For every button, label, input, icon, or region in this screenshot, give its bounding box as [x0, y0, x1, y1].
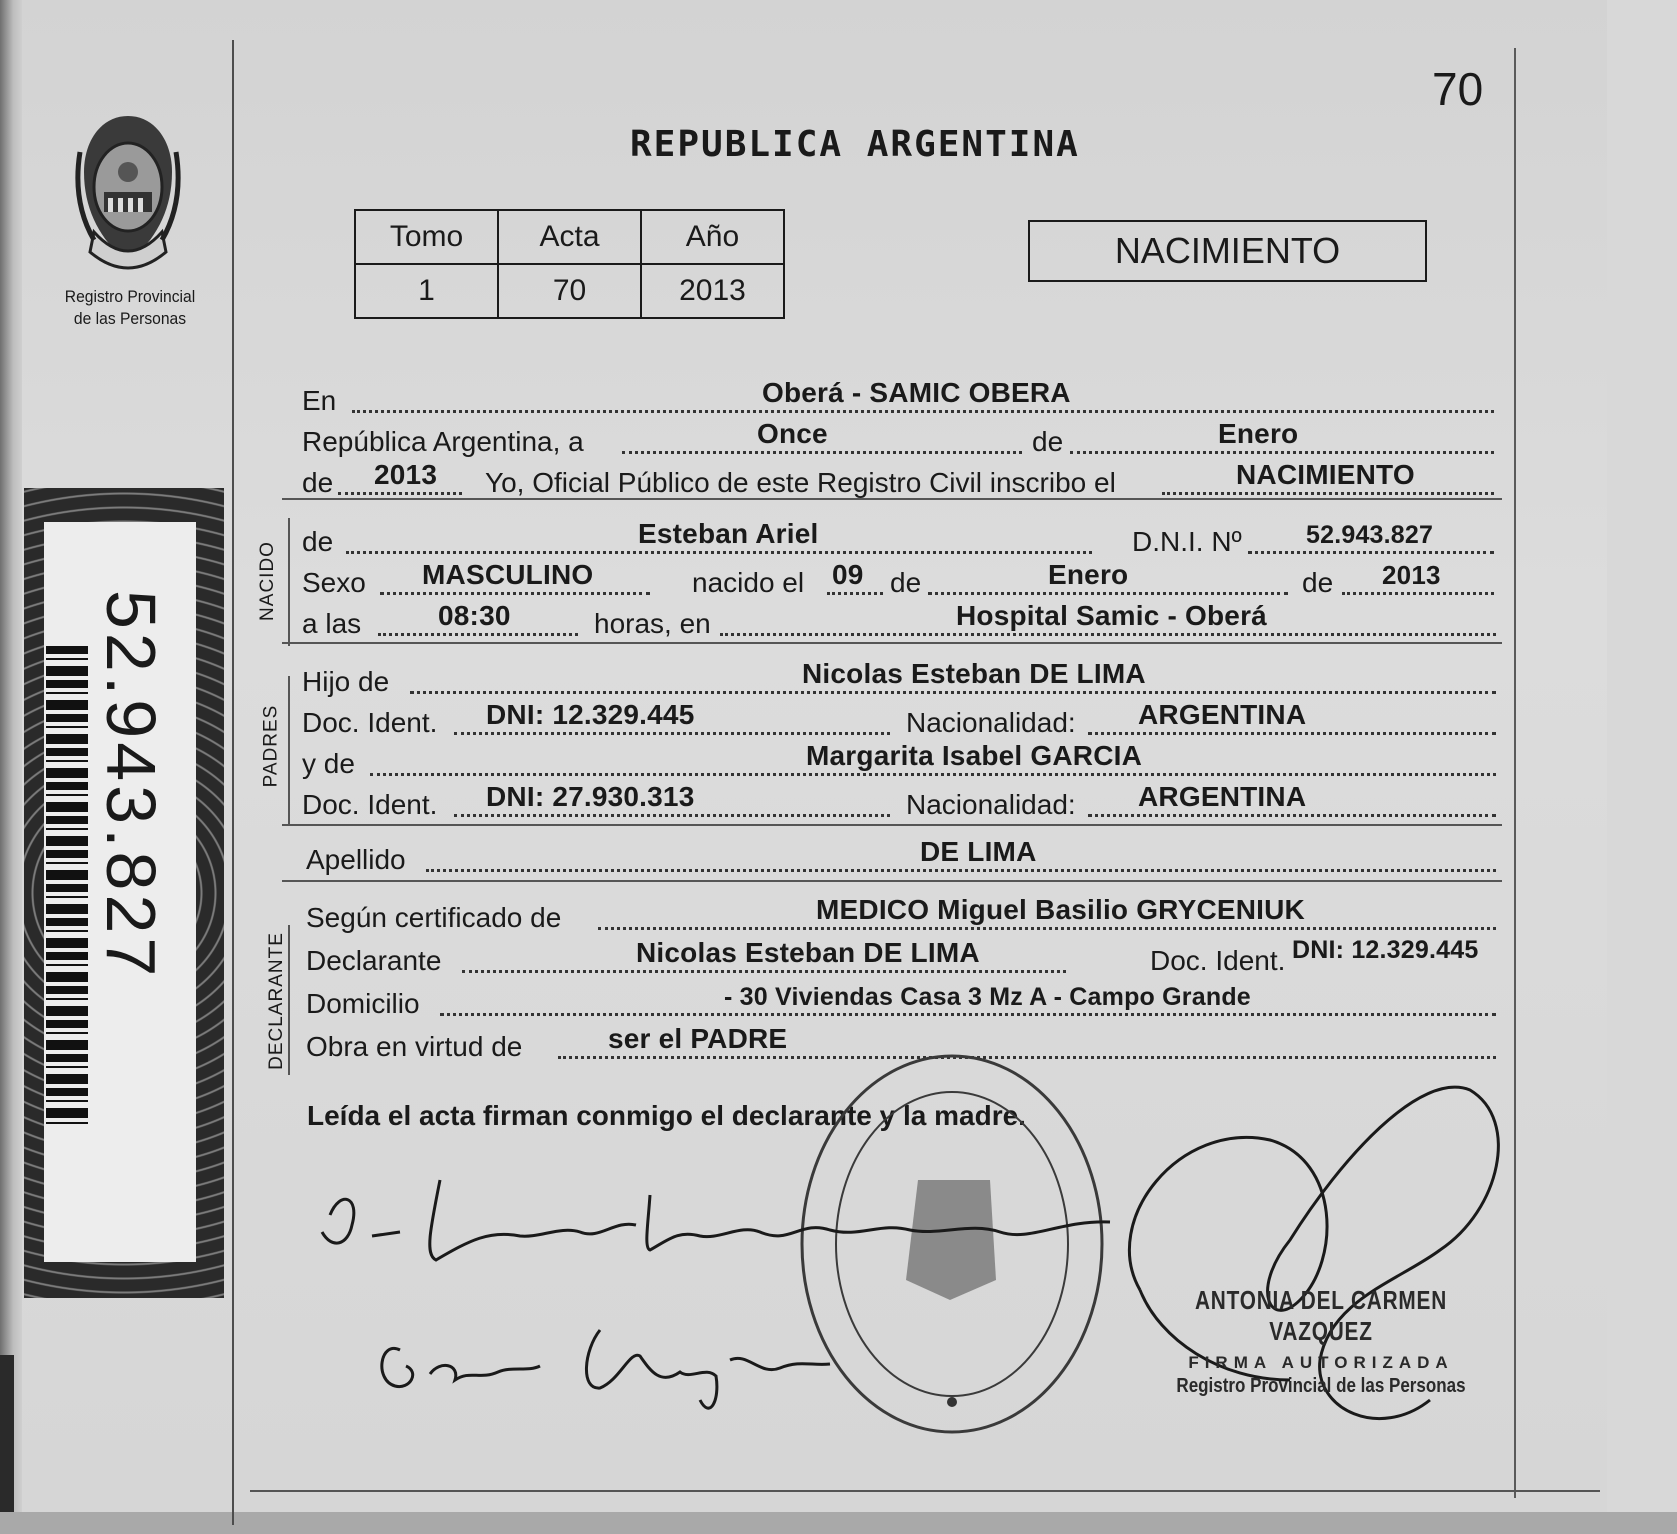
book-spine-shadow: [0, 1355, 14, 1534]
dotted-line: [598, 927, 1496, 930]
value-mother-name: Margarita Isabel GARCIA: [806, 740, 1143, 771]
dotted-line: [346, 551, 1092, 554]
value-tomo: 1: [355, 264, 498, 318]
row-en: [302, 375, 1500, 419]
row-padre-doc: [302, 697, 1500, 741]
registry-label: Registro Provincial de las Personas: [64, 287, 196, 328]
value-birth-year: 2013: [1382, 560, 1441, 590]
registry-table-header-row: [355, 210, 784, 264]
value-acta: 70: [498, 264, 641, 318]
label-apellido: Apellido: [306, 844, 406, 875]
label-segun: Según certificado de: [306, 902, 562, 933]
header-tomo: Tomo: [355, 210, 498, 264]
value-father-nationality: ARGENTINA: [1138, 699, 1307, 730]
dotted-line: [1162, 492, 1494, 495]
value-address: - 30 Viviendas Casa 3 Mz A - Campo Grande: [724, 983, 1251, 1011]
dotted-line: [622, 451, 1022, 454]
official-name: ANTONIA DEL CARMEN VAZQUEZ: [1194, 1285, 1448, 1346]
official-role: FIRMA AUTORIZADA: [1188, 1353, 1454, 1372]
value-year: 2013: [374, 459, 438, 490]
dotted-line: [454, 814, 890, 817]
record-type-box: NACIMIENTO: [1028, 220, 1427, 282]
misiones-seal-logo: [74, 112, 182, 280]
label-yde: y de: [302, 748, 355, 779]
dotted-line: [928, 592, 1288, 595]
page-edge: [0, 1512, 1677, 1534]
row-madre: [302, 738, 1500, 782]
dotted-line: [410, 691, 1496, 694]
header-anio: Año: [641, 210, 784, 264]
row-certificado: [302, 892, 1500, 936]
margin-line-right: [1514, 48, 1516, 1498]
label-de-year: de: [302, 467, 334, 498]
row-fecha: [302, 416, 1500, 460]
label-de: de: [1032, 426, 1064, 457]
book-spine: [0, 0, 22, 1534]
label-horas: horas, en: [594, 608, 711, 639]
margin-line-bottom: [250, 1490, 1600, 1492]
dotted-line: [440, 1013, 1496, 1016]
label-de-bm: de: [890, 567, 922, 598]
label-alas: a las: [302, 608, 362, 639]
label-de-nombre: de: [302, 526, 334, 557]
dotted-line: [378, 633, 578, 636]
barcode-dni-number: 52.943.827: [92, 590, 170, 981]
value-certificate: MEDICO Miguel Basilio GRYCENIUK: [816, 894, 1305, 925]
dotted-line: [462, 970, 1066, 973]
value-birth-time: 08:30: [438, 600, 511, 631]
value-child-name: Esteban Ariel: [638, 518, 819, 549]
row-madre-doc: [302, 779, 1500, 823]
label-sexo: Sexo: [302, 567, 366, 598]
label-nac-padre: Nacionalidad:: [906, 707, 1076, 738]
label-domicilio: Domicilio: [306, 988, 420, 1019]
label-doc-padre: Doc. Ident.: [302, 707, 438, 738]
dotted-line: [338, 492, 462, 495]
country-title: REPUBLICA ARGENTINA: [630, 124, 1080, 165]
dotted-line: [1070, 451, 1494, 454]
label-hijo: Hijo de: [302, 666, 390, 697]
label-nac-madre: Nacionalidad:: [906, 789, 1076, 820]
value-child-dni: 52.943.827: [1306, 521, 1434, 549]
label-nacido: nacido el: [692, 567, 805, 598]
label-obra: Obra en virtud de: [306, 1031, 523, 1062]
dotted-line: [1248, 551, 1494, 554]
value-birth-day: 09: [832, 559, 864, 590]
dotted-line: [352, 410, 1494, 413]
dotted-line: [454, 732, 890, 735]
value-sexo: MASCULINO: [422, 559, 594, 590]
closing-statement: Leída el acta firman conmigo el declarante y la madre.: [307, 1100, 1026, 1131]
section-label-padres: PADRES: [260, 704, 282, 788]
separator-4: [282, 880, 1502, 882]
section-label-declarante: DECLARANTE: [265, 932, 287, 1070]
row-inscripcion: [302, 457, 1500, 501]
label-doc-declarante: Doc. Ident.: [1150, 945, 1286, 976]
value-obra: ser el PADRE: [608, 1023, 788, 1054]
label-declarante: Declarante: [306, 945, 442, 976]
value-birth-month: Enero: [1048, 559, 1129, 590]
section-line-declarante: [288, 925, 290, 1075]
label-dni: D.N.I. Nº: [1132, 526, 1242, 557]
official-stamp: [1146, 1285, 1496, 1398]
label-inscribo: Yo, Oficial Público de este Registro Civil inscribo el: [485, 467, 1116, 498]
value-surname: DE LIMA: [920, 836, 1037, 867]
dotted-line: [827, 592, 883, 595]
value-place: Oberá - SAMIC OBERA: [762, 377, 1071, 408]
label-doc-madre: Doc. Ident.: [302, 789, 438, 820]
row-nombre: [302, 516, 1500, 560]
row-obra: [302, 1021, 1500, 1065]
dotted-line: [426, 869, 1496, 872]
margin-line-left: [232, 40, 234, 1525]
row-domicilio: [302, 978, 1500, 1022]
dotted-line: [720, 633, 1496, 636]
row-hora: [302, 598, 1500, 642]
page-number: 70: [1432, 63, 1484, 115]
row-declarante: [302, 935, 1500, 979]
section-line-nacido: [288, 518, 290, 646]
value-inscribo: NACIMIENTO: [1236, 459, 1415, 490]
value-father-name: Nicolas Esteban DE LIMA: [802, 658, 1146, 689]
official-registry: Registro Provincial de las Personas: [1176, 1375, 1466, 1397]
row-padre: [302, 656, 1500, 700]
value-birth-place: Hospital Samic - Oberá: [956, 600, 1267, 631]
dotted-line: [370, 773, 1496, 776]
separator-3: [282, 824, 1502, 826]
value-anio: 2013: [641, 264, 784, 318]
value-declarant-doc: DNI: 12.329.445: [1292, 936, 1479, 964]
section-label-nacido: NACIDO: [256, 541, 278, 621]
label-en: En: [302, 385, 337, 416]
registry-table: [354, 209, 785, 319]
dotted-line: [558, 1056, 1496, 1059]
section-line-padres: [288, 676, 290, 826]
value-declarant: Nicolas Esteban DE LIMA: [636, 937, 980, 968]
barcode-icon: [46, 646, 88, 1124]
label-de-by: de: [1302, 567, 1334, 598]
value-mother-nationality: ARGENTINA: [1138, 781, 1307, 812]
value-month: Enero: [1218, 418, 1299, 449]
row-apellido: [302, 834, 1500, 878]
row-sexo: [302, 557, 1500, 601]
separator-2: [282, 642, 1502, 644]
dotted-line: [380, 592, 650, 595]
value-mother-doc: DNI: 27.930.313: [486, 781, 695, 812]
dotted-line: [1088, 732, 1496, 735]
registry-table-value-row: [355, 264, 784, 318]
value-day: Once: [757, 418, 828, 449]
dotted-line: [1342, 592, 1494, 595]
label-republica: República Argentina, a: [302, 426, 584, 457]
value-father-doc: DNI: 12.329.445: [486, 699, 695, 730]
header-acta: Acta: [498, 210, 641, 264]
dotted-line: [1088, 814, 1496, 817]
